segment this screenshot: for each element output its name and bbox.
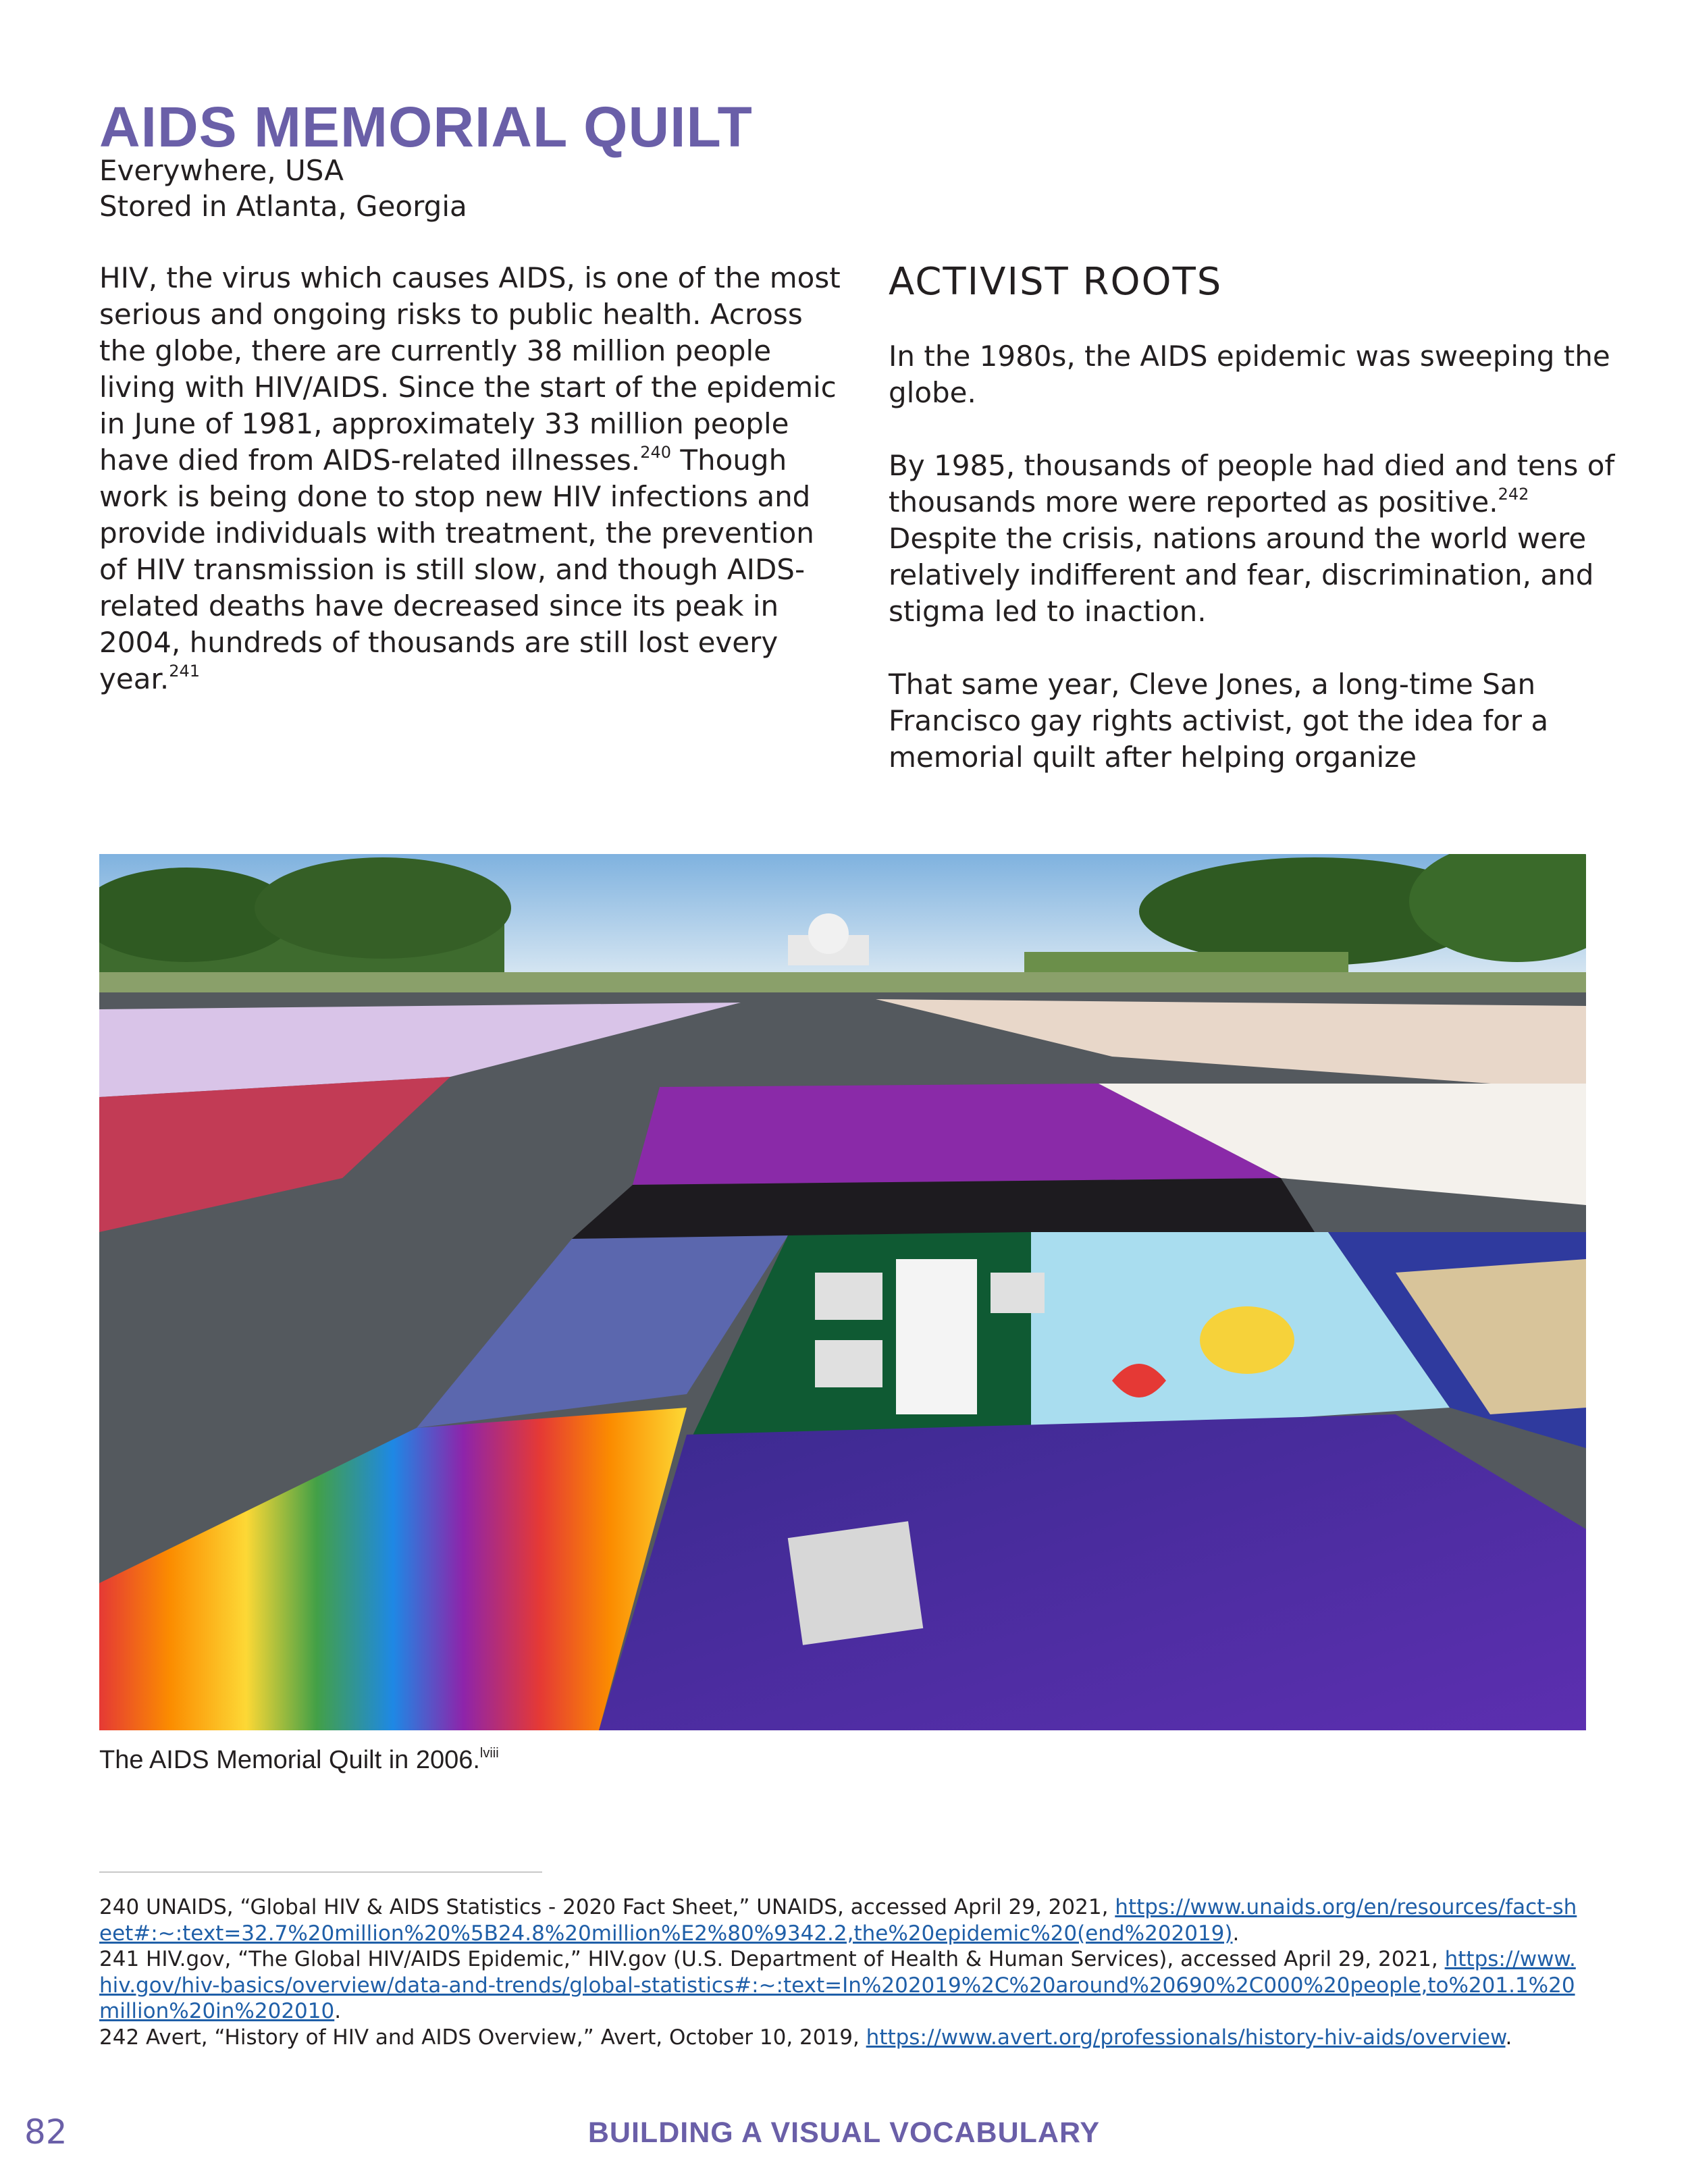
footnote-divider <box>99 1871 542 1873</box>
footnote-240-link[interactable]: https://www.unaids.org/en/resources/fact-sheet#:~:text=32.7%20million%20%5B24.8%20million%E2%80%9342.2,the%20epidemic%20(end%202019) <box>99 1895 1577 1946</box>
footnote-ref-240[interactable]: 240 <box>640 443 671 462</box>
intro-text-1: HIV, the virus which causes AIDS, is one of the most serious and ongoing risks to public health. Across the globe, there are currently 38 million people living with HIV/AIDS. Since the start of the epidemic in June of 1981, approximately 33 million people have died from AIDS-related illnesses. <box>99 261 841 477</box>
footnote-242-period: . <box>1505 2025 1512 2050</box>
footnote-ref-241[interactable]: 241 <box>169 662 201 681</box>
footnote-240 <box>99 1894 1586 1946</box>
footnote-241-text: 241 HIV.gov, “The Global HIV/AIDS Epidemic,” HIV.gov (U.S. Department of Health & Human Services), accessed April 29, 2021, <box>99 1947 1445 1971</box>
photo-caption-text: The AIDS Memorial Quilt in 2006. <box>99 1746 480 1774</box>
roots-text-2a: By 1985, thousands of people had died and tens of thousands more were reported as positive. <box>889 449 1615 518</box>
roots-paragraph-1: In the 1980s, the AIDS epidemic was sweeping the globe. <box>889 340 1610 409</box>
left-column <box>99 260 842 697</box>
footnote-240-text: 240 UNAIDS, “Global HIV & AIDS Statistics - 2020 Fact Sheet,” UNAIDS, accessed April 29, 2021, <box>99 1895 1115 1919</box>
roots-paragraph-3: That same year, Cleve Jones, a long-time San Francisco gay rights activist, got the idea for a memorial quilt after helping organize <box>889 668 1549 774</box>
footnote-241 <box>99 1946 1586 2025</box>
footnotes <box>99 1894 1586 2050</box>
section-heading: ACTIVIST ROOTS <box>889 260 1223 304</box>
roots-paragraph-2 <box>889 448 1618 630</box>
footnote-ref-242[interactable]: 242 <box>1498 485 1529 504</box>
footnote-242-text: 242 Avert, “History of HIV and AIDS Overview,” Avert, October 10, 2019, <box>99 2025 866 2050</box>
location-line-2: Stored in Atlanta, Georgia <box>99 190 467 223</box>
page-title: AIDS MEMORIAL QUILT <box>99 95 753 159</box>
location-line-1: Everywhere, USA <box>99 154 344 187</box>
location-block <box>99 153 467 224</box>
caption-ref[interactable]: lviii <box>479 1746 499 1761</box>
right-column <box>889 260 1618 776</box>
footnote-242 <box>99 2025 1586 2051</box>
footnote-241-link[interactable]: https://www.hiv.gov/hiv-basics/overview/data-and-trends/global-statistics#:~:text=In%202019%2C%20around%20690%2C000%20people,to%201.1%20million%20in%202010 <box>99 1947 1576 2023</box>
roots-text-2b: Despite the crisis, nations around the world were relatively indifferent and fear, discrimination, and stigma led to inaction. <box>889 522 1594 628</box>
page-number: 82 <box>24 2112 68 2152</box>
quilt-photo <box>99 854 1586 1730</box>
footnote-241-period: . <box>334 1999 342 2023</box>
photo-caption <box>99 1744 499 1776</box>
quilt-photo-illustration <box>99 854 1586 1730</box>
intro-text-2: Though work is being done to stop new HIV infections and provide individuals with treatment, the prevention of HIV transmission is still slow, and though AIDS-related deaths have decreased since its peak in 2004, hundreds of thousands are still lost every year. <box>99 444 814 695</box>
intro-paragraph <box>99 260 842 697</box>
footnote-242-link[interactable]: https://www.avert.org/professionals/history-hiv-aids/overview <box>866 2025 1506 2050</box>
running-head: BUILDING A VISUAL VOCABULARY <box>587 2116 1101 2149</box>
footnote-240-period: . <box>1232 1921 1240 1946</box>
